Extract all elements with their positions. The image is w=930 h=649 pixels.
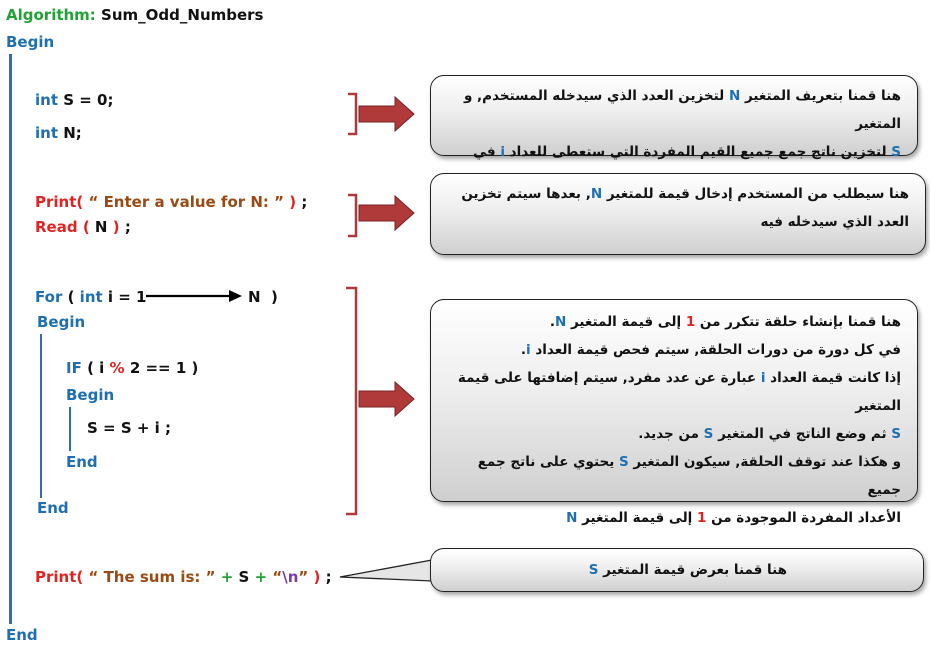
prompt-string: “ Enter a value for N: ” xyxy=(88,193,284,211)
note-line: هنا قمنا بتعريف المتغير N لتخزين العدد الذي سيدخله المستخدم, و المتغير xyxy=(463,88,901,132)
note-line: العدد الذي سيدخله فيه xyxy=(760,214,909,230)
note-line: إذا كانت قيمة العداد i عبارة عن عدد مفرد, سيتم إضافتها على قيمة المتغير xyxy=(457,370,901,414)
for-keyword: For xyxy=(35,288,63,306)
newline-escape: \n xyxy=(282,568,299,586)
block-arrow-1 xyxy=(359,97,414,131)
paren-close: ) xyxy=(271,288,278,306)
callout-pointer xyxy=(340,560,432,581)
paren-close: ) xyxy=(112,218,120,236)
main-end: End xyxy=(6,626,38,644)
if-keyword: IF xyxy=(66,359,82,377)
note-input xyxy=(430,173,926,255)
paren-close: ) xyxy=(313,568,321,586)
paren-open: ( xyxy=(87,359,94,377)
for-begin: Begin xyxy=(37,313,86,331)
result-var: S xyxy=(238,568,250,586)
note-declarations xyxy=(430,75,918,160)
note-output xyxy=(430,548,924,592)
result-string: “ The sum is: ” xyxy=(88,568,216,586)
assign-statement: S = S + i ; xyxy=(87,419,171,437)
note-line: و هكذا عند توقف الحلقة, سيكون المتغير S يحتوي على ناتج جمع جميع xyxy=(477,454,901,498)
block-arrow-3 xyxy=(359,382,414,416)
if-condition: 2 == 1 xyxy=(129,359,187,377)
semicolon: ; xyxy=(325,568,332,586)
bracket-2 xyxy=(348,195,356,236)
semicolon: ; xyxy=(301,193,308,211)
decl-n-text: N; xyxy=(63,124,82,142)
quote-close: ” xyxy=(298,568,309,586)
main-begin: Begin xyxy=(6,33,55,51)
note-line: هنا سيطلب من المستخدم إدخال قيمة للمتغير N, بعدها سيتم تخزين xyxy=(461,186,909,202)
loop-range-arrow xyxy=(146,290,242,302)
paren-close: ) xyxy=(191,359,199,377)
paren-open: ( xyxy=(67,288,75,306)
note-line: في كل دورة من دورات الحلقة, سيتم فحص قيمة العداد i. xyxy=(520,342,901,358)
paren-open: ( xyxy=(76,568,84,586)
print-keyword: Print xyxy=(35,568,77,586)
paren-open: ( xyxy=(82,218,90,236)
if-end: End xyxy=(66,453,98,471)
read-var: N xyxy=(94,218,108,236)
paren-close: ) xyxy=(289,193,297,211)
int-keyword: int xyxy=(79,288,103,306)
note-line: S لتخزين ناتج جمع جميع القيم المفردة التي ستعطى للعداد i في xyxy=(473,144,901,160)
algorithm-label: Algorithm: xyxy=(6,6,96,24)
bracket-3 xyxy=(346,288,356,514)
bracket-1 xyxy=(348,94,356,134)
quote-open: “ xyxy=(272,568,283,586)
plus-operator: + xyxy=(254,568,268,586)
note-line: هنا قمنا بعرض قيمة المتغير S xyxy=(588,562,787,578)
note-line: S ثم وضع الناتج في المتغير S من جديد. xyxy=(638,426,901,442)
for-to-var: N xyxy=(248,288,261,306)
note-line: الأعداد المفردة الموجودة من 1 إلى قيمة المتغير N xyxy=(566,510,901,526)
note-loop xyxy=(430,299,918,526)
note-line: هنا قمنا بإنشاء حلقة تتكرر من 1 إلى قيمة المتغير N. xyxy=(549,314,901,330)
plus-operator: + xyxy=(220,568,234,586)
for-init: i = 1 xyxy=(107,288,147,306)
int-keyword: int xyxy=(35,91,58,109)
if-counter: i xyxy=(99,359,105,377)
decl-s-text: S = 0; xyxy=(63,91,114,109)
int-keyword: int xyxy=(35,124,58,142)
modulo-operator: % xyxy=(109,359,125,377)
paren-open: ( xyxy=(76,193,84,211)
block-arrow-2 xyxy=(359,196,414,230)
print-keyword: Print xyxy=(35,193,77,211)
semicolon: ; xyxy=(124,218,131,236)
if-begin: Begin xyxy=(66,386,115,404)
algorithm-name: Sum_Odd_Numbers xyxy=(101,6,264,24)
read-keyword: Read xyxy=(35,218,78,236)
for-end: End xyxy=(37,499,69,517)
